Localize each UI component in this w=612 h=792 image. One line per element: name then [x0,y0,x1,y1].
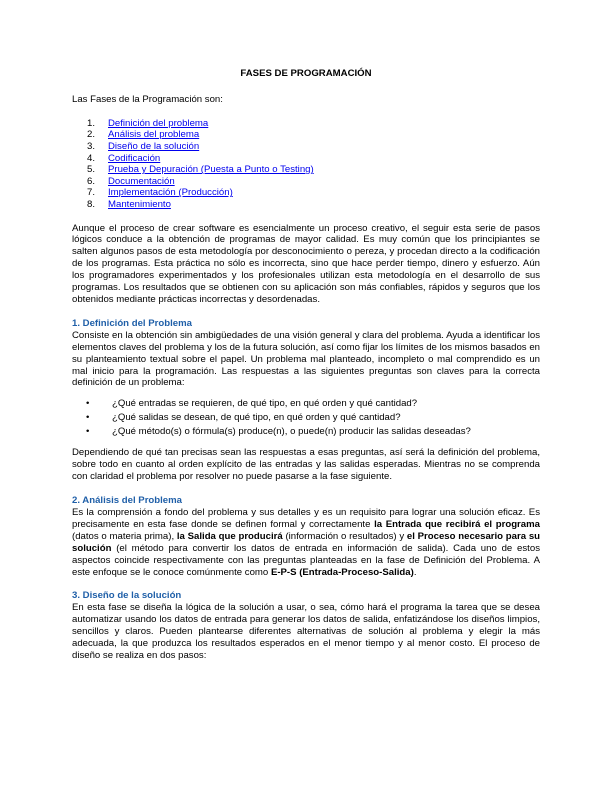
list-item [72,397,540,411]
questions-list [72,397,540,439]
phase-item [72,153,540,165]
bold-term-entrada: la Entrada que recibirá el programa [374,518,540,530]
page-title: FASES DE PROGRAMACIÓN [240,68,372,79]
section-closing-definicion: Dependiendo de qué tan precisas sean las respuestas a esas preguntas, así será la definición del problema, sobre todo en cuanto al orden explícito de las entradas y las salidas esperadas. Mientras no se comprenda con claridad el problema por resolver no puede pasarse a la fase siguiente. [72,447,540,483]
section-heading-analisis: 2. Análisis del Problema [72,495,183,507]
phase-item [72,199,540,211]
phase-item [72,187,540,199]
phase-number: 4. [87,152,96,164]
body-text: (el método para convertir los datos de entrada en información de salida). Cada uno de estos aspectos coincide respectivamente con las preguntas planteadas en la fase de Definición del Problema. A este enfoque se le conoce comúnmente como [72,542,540,578]
phase-link-prueba[interactable]: Prueba y Depuración (Puesta a Punto o Testing) [108,164,314,176]
phase-number: 2. [87,129,96,141]
phase-number: 1. [87,117,96,129]
bold-term-proceso: el Proceso necesario para su solución [72,530,541,554]
phase-number: 6. [87,175,96,187]
phase-link-analisis[interactable]: Análisis del problema [108,129,200,141]
bold-term-eps: E-P-S (Entrada-Proceso-Salida) [270,566,414,578]
phase-link-documentacion[interactable]: Documentación [108,175,175,187]
section-heading-diseno: 3. Diseño de la solución [72,590,182,602]
document-page [72,68,540,662]
bullet-icon: • [86,412,90,424]
phase-item [72,129,540,141]
body-text: (información o resultados) y [282,530,407,542]
section-heading-definicion: 1. Definición del Problema [72,317,192,329]
phase-link-definicion[interactable]: Definición del problema [108,117,209,129]
phase-number: 5. [87,164,96,176]
overview-paragraph: Aunque el proceso de crear software es esencialmente un proceso creativo, el seguir esta serie de pasos lógicos conduce a la obtención de programas de mayor calidad. Es muy común que los principiantes se salten algunos pasos de esta metodología por desconocimiento o pereza, y procedan directo a la codificación de los programas. Esta práctica no sólo es incorrecta, sino que hace perder tiempo, dinero y esfuerzo. Aún los programadores experimentados y los profesionales utilizan esta metodología en el desarrollo de sus programas. Los resultados que se obtienen con su aplicación son más confiables, rápidos y seguros que los obtenidos mediante prácticas incorrectas y desordenadas. [72,222,540,305]
section-body-definicion: Consiste en la obtención sin ambigüedades de una visión general y clara del problema. Ayuda a identificar los elementos claves del problema y los de la futura solución, así como fijar los límites de los mismos basados en su planteamiento textual sobre el papel. Un problema mal planteado, incompleto o mal comprendido es un mal inicio para la programación. Las respuestas a las siguientes preguntas son claves para la correcta definición de un problema: [72,329,540,389]
phase-link-codificacion[interactable]: Codificación [108,152,161,164]
phase-item [72,176,540,188]
body-text: Es la comprensión a fondo del problema y sus detalles y es un requisito para lograr una solución eficaz. Es precisamente en esta fase donde se definen formal y correctamente [72,506,540,530]
section-body-diseno: En esta fase se diseña la lógica de la solución a usar, o sea, cómo hará el programa la tarea que se desea automatizar usando los datos de entrada para generar los datos de salida, enfatizándose los diseños limpios, sencillos y claros. Pueden plantearse diferentes alternativas de solución al problema y elegir la más adecuada, la que produzca los resultados esperados en el menor tiempo y al menor costo. El proceso de diseño se realiza en dos pasos: [72,602,540,661]
body-text: (datos o materia prima), [72,530,177,542]
phases-list [72,118,540,211]
phase-item [72,164,540,176]
list-item [72,411,540,425]
phase-item [72,141,540,153]
phase-number: 7. [87,187,96,199]
phase-link-mantenimiento[interactable]: Mantenimiento [108,198,171,210]
phase-link-diseno[interactable]: Diseño de la solución [108,141,200,152]
question-text: ¿Qué entradas se requieren, de qué tipo, en qué orden y qué cantidad? [112,398,418,410]
phase-item [72,118,540,130]
phase-number: 8. [87,198,96,210]
section-body-analisis [72,507,540,578]
phase-link-implementacion[interactable]: Implementación (Producción) [108,187,233,199]
intro-text: Las Fases de la Programación son: [72,93,223,105]
question-text: ¿Qué método(s) o fórmula(s) produce(n), o puede(n) producir las salidas deseadas? [112,426,471,438]
bold-term-salida: la Salida que producirá [176,530,283,542]
question-text: ¿Qué salidas se desean, de qué tipo, en qué orden y qué cantidad? [112,412,401,424]
bullet-icon: • [86,426,90,438]
body-text: . [413,566,417,578]
list-item [72,425,540,439]
bullet-icon: • [86,398,90,410]
phase-number: 3. [87,141,96,152]
